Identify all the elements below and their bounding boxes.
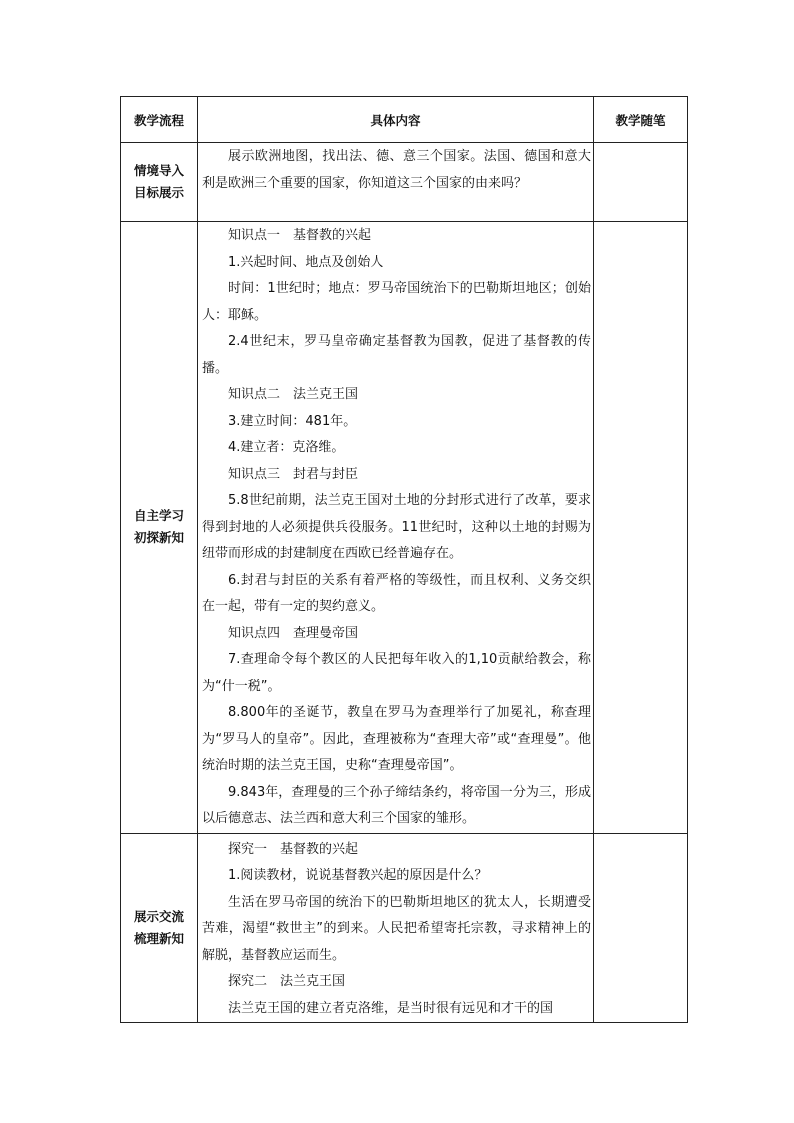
content-paragraph: 1.阅读教材，说说基督教兴起的原因是什么？	[228, 868, 488, 883]
header-content: 具体内容	[198, 97, 594, 143]
header-row	[121, 97, 688, 143]
content-paragraph: 2.4世纪末，罗马皇帝确定基督教为国教，促进了基督教的传播。	[202, 334, 591, 376]
section-heading: 知识点四 查理曼帝国	[228, 625, 359, 641]
stage-label-intro	[121, 143, 198, 222]
content-paragraph: 4.建立者：克洛维。	[228, 440, 345, 455]
content-paragraph: 1.兴起时间、地点及创始人	[228, 254, 384, 270]
header-notes: 教学随笔	[594, 97, 688, 143]
section-heading: 知识点二 法兰克王国	[228, 387, 359, 402]
notes-cell-exchange	[594, 833, 688, 1023]
stage-label-self-study	[121, 222, 198, 834]
section-heading: 知识点三 封君与封臣	[228, 466, 359, 482]
content-cell-intro	[198, 143, 594, 222]
table-row-self-study	[121, 222, 688, 834]
section-heading: 探究二 法兰克王国	[228, 974, 346, 989]
section-heading: 知识点一 基督教的兴起	[228, 228, 372, 243]
section-heading: 探究一 基督教的兴起	[228, 841, 359, 857]
content-paragraph: 6.封君与封臣的关系有着严格的等级性，而且权利、义务交织在一起，带有一定的契约意义。	[202, 572, 591, 614]
content-paragraph: 7.查理命令每个教区的人民把每年收入的1,10贡献给教会，称为“什一税”。	[202, 652, 591, 694]
content-cell-exchange	[198, 833, 594, 1023]
stage-label-line: 初探新知	[133, 530, 184, 546]
stage-label-line: 目标展示	[133, 185, 184, 200]
content-paragraph: 9.843年，查理曼的三个孙子缔结条约，将帝国一分为三，形成以后德意志、法兰西和意大利三个国家的雏形。	[202, 784, 591, 826]
stage-label-line: 展示交流	[133, 908, 184, 924]
notes-cell-intro	[594, 143, 688, 222]
table-row-intro	[121, 143, 688, 222]
stage-label-line: 梳理新知	[133, 930, 184, 946]
content-paragraph: 3.建立时间：481年。	[228, 413, 357, 429]
stage-label-exchange	[121, 833, 198, 1023]
stage-label-line: 情境导入	[133, 163, 184, 178]
content-paragraph: 8.800年的圣诞节，教皇在罗马为查理举行了加冕礼，称查理为“罗马人的皇帝”。因此，查理被称为“查理大帝”或“查理曼”。他统治时期的法兰克王国，史称“查理曼帝国”。	[202, 705, 591, 773]
notes-cell-self-study	[594, 222, 688, 834]
content-paragraph: 时间：1世纪时；地点：罗马帝国统治下的巴勒斯坦地区；创始人：耶稣。	[202, 281, 591, 323]
table-row-exchange	[121, 833, 688, 1023]
header-flow: 教学流程	[121, 97, 198, 143]
stage-label-line: 自主学习	[133, 508, 184, 524]
content-paragraph: 生活在罗马帝国的统治下的巴勒斯坦地区的犹太人，长期遭受苦难，渴望“救世主”的到来。人民把希望寄托宗教，寻求精神上的解脱，基督教应运而生。	[202, 894, 591, 963]
content-paragraph: 法兰克王国的建立者克洛维，是当时很有远见和才干的国	[228, 1000, 554, 1016]
content-paragraph: 展示欧洲地图，找出法、德、意三个国家。法国、德国和意大利是欧洲三个重要的国家，你知道这三个国家的由来吗？	[202, 149, 591, 191]
lesson-plan-table	[120, 96, 688, 1023]
content-cell-self-study	[198, 222, 594, 834]
content-paragraph: 5.8世纪前期，法兰克王国对土地的分封形式进行了改革，要求得到封地的人必须提供兵役服务。11世纪时，这种以土地的封赐为纽带而形成的封建制度在西欧已经普遍存在。	[202, 493, 591, 561]
